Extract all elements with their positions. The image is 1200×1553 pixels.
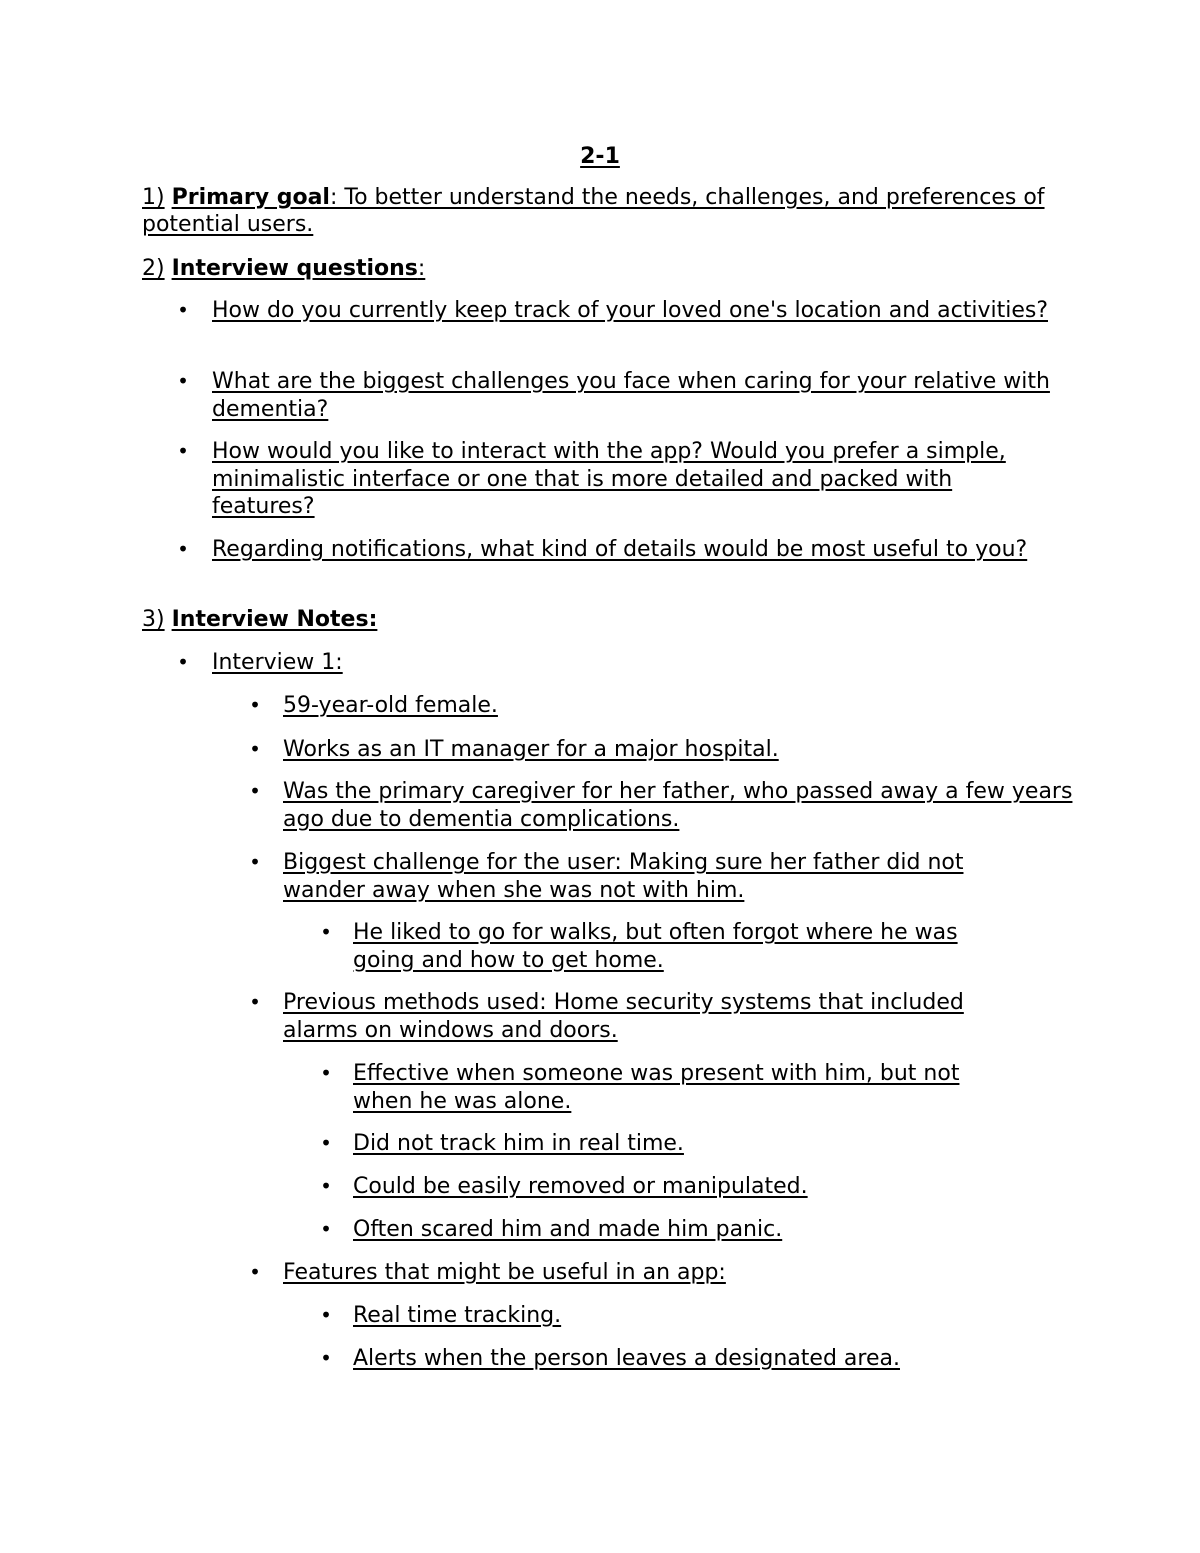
section2-suffix: : — [417, 256, 426, 281]
note-item — [283, 849, 1033, 904]
section2-label: Interview questions — [171, 256, 418, 281]
bullet-icon: • — [177, 298, 189, 322]
interview-item — [212, 649, 1072, 677]
interview-questions-heading — [142, 255, 1072, 282]
bullet-icon: • — [249, 990, 261, 1014]
note-subitem — [353, 919, 1023, 974]
section1-text: : To better understand the needs, challenges, and preferences of potential users. — [142, 185, 1045, 237]
bullet-icon: • — [177, 369, 189, 393]
section1-number: 1) — [142, 185, 165, 210]
title-text: 2-1 — [580, 144, 620, 169]
note-item — [283, 692, 1073, 720]
note-subitem — [353, 1060, 1023, 1115]
note-text: Did not track him in real time. — [353, 1131, 684, 1156]
note-text: Often scared him and made him panic. — [353, 1217, 783, 1242]
section2-number: 2) — [142, 256, 165, 281]
note-item — [283, 1259, 1073, 1287]
note-subitem — [353, 1345, 1053, 1373]
note-text: Biggest challenge for the user: Making sure her father did not wander away when she was not with him. — [283, 850, 964, 903]
bullet-icon: • — [320, 1346, 332, 1370]
note-subitem — [353, 1173, 1053, 1201]
bullet-icon: • — [320, 1174, 332, 1198]
bullet-icon: • — [249, 850, 261, 874]
note-text: Works as an IT manager for a major hospital. — [283, 737, 779, 762]
primary-goal-paragraph — [142, 184, 1072, 238]
question-text: Regarding notifications, what kind of details would be most useful to you? — [212, 537, 1028, 562]
bullet-icon: • — [249, 1260, 261, 1284]
bullet-icon: • — [249, 737, 261, 761]
question-item — [212, 438, 1052, 521]
bullet-icon: • — [320, 1217, 332, 1241]
bullet-icon: • — [320, 920, 332, 944]
bullet-icon: • — [320, 1303, 332, 1327]
note-text: 59-year-old female. — [283, 693, 498, 718]
note-text: Was the primary caregiver for her father, who passed away a few years ago due to dementia complications. — [283, 779, 1073, 832]
question-item — [212, 297, 1072, 325]
interview-notes-heading — [142, 606, 1072, 633]
bullet-icon: • — [320, 1131, 332, 1155]
note-text: Could be easily removed or manipulated. — [353, 1174, 808, 1199]
bullet-icon: • — [249, 779, 261, 803]
bullet-icon: • — [177, 537, 189, 561]
note-subitem — [353, 1216, 1053, 1244]
note-text: Real time tracking. — [353, 1303, 562, 1328]
section3-number: 3) — [142, 607, 165, 632]
note-subitem — [353, 1302, 1053, 1330]
question-item — [212, 536, 1042, 564]
note-text: Alerts when the person leaves a designated area. — [353, 1346, 900, 1371]
section3-label: Interview Notes: — [171, 607, 378, 632]
question-text: How would you like to interact with the app? Would you prefer a simple, minimalistic interface or one that is more detailed and packed with features? — [212, 439, 1006, 519]
note-item — [283, 778, 1073, 833]
question-text: What are the biggest challenges you face when caring for your relative with dementia? — [212, 369, 1050, 422]
note-item — [283, 736, 1073, 764]
bullet-icon: • — [249, 693, 261, 717]
page-title — [0, 143, 1200, 171]
interview-label: Interview 1: — [212, 650, 343, 675]
note-subitem — [353, 1130, 1053, 1158]
note-text: Effective when someone was present with him, but not when he was alone. — [353, 1061, 960, 1114]
question-text: How do you currently keep track of your loved one's location and activities? — [212, 298, 1048, 323]
bullet-icon: • — [177, 650, 189, 674]
question-item — [212, 368, 1072, 423]
note-text: Features that might be useful in an app: — [283, 1260, 726, 1285]
bullet-icon: • — [177, 439, 189, 463]
bullet-icon: • — [320, 1061, 332, 1085]
note-text: Previous methods used: Home security systems that included alarms on windows and doors. — [283, 990, 964, 1043]
note-item — [283, 989, 1033, 1044]
note-text: He liked to go for walks, but often forgot where he was going and how to get home. — [353, 920, 958, 973]
section1-label: Primary goal — [171, 185, 330, 210]
